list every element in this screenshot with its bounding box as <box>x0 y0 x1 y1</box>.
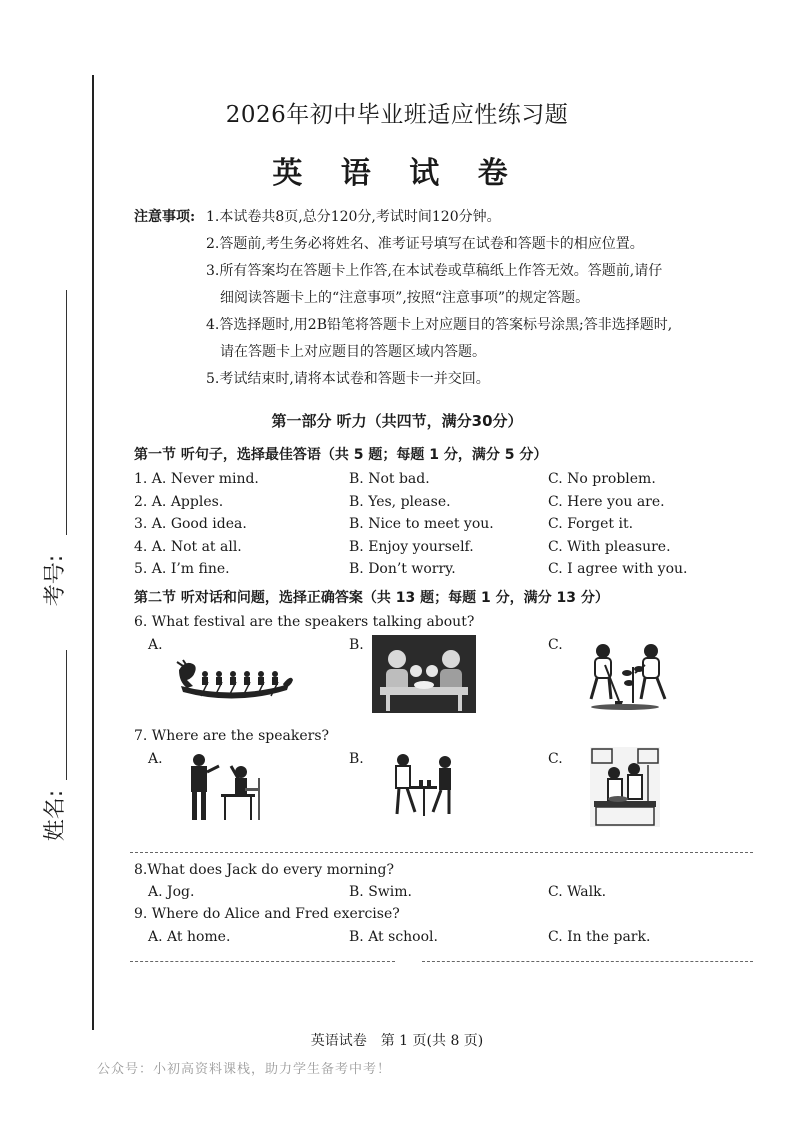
q3-option-b: B. Nice to meet you. <box>349 516 494 532</box>
page-footer: 英语试卷 第 1 页(共 8 页) <box>310 1033 484 1049</box>
q8-option-b: B. Swim. <box>349 884 412 900</box>
note-line: 3.所有答案均在答题卡上作答,在本试卷或草稿纸上作答无效。答题前,请仔 <box>206 263 663 279</box>
dashed-divider <box>130 852 753 853</box>
q6-stem: 6. What festival are the speakers talking about? <box>134 614 475 630</box>
note-line: 5.考试结束时,请将本试卷和答题卡一并交回。 <box>206 371 490 387</box>
note-line: 请在答题卡上对应题目的答题区域内答题。 <box>220 344 486 360</box>
q9-option-c: C. In the park. <box>548 929 651 945</box>
q4-option-c: C. With pleasure. <box>548 539 671 555</box>
exam-number-label: 考号: <box>43 554 69 607</box>
q7-label-c: C. <box>548 751 563 767</box>
section2-heading: 第二节 听对话和问题，选择正确答案（共 13 题；每题 1 分，满分 13 分） <box>134 590 609 606</box>
q2-option-a: 2. A. Apples. <box>134 494 224 510</box>
family-dinner-picture <box>372 635 476 713</box>
q9-option-b: B. At school. <box>349 929 438 945</box>
q9-stem: 9. Where do Alice and Fred exercise? <box>134 906 400 922</box>
exam-title: 2026年初中毕业班适应性练习题 <box>225 102 569 128</box>
classroom-picture <box>183 752 265 822</box>
notes-heading: 注意事项: <box>134 209 196 225</box>
q6-label-b: B. <box>349 637 364 653</box>
q3-option-c: C. Forget it. <box>548 516 634 532</box>
name-label: 姓名: <box>43 789 69 842</box>
q1-option-b: B. Not bad. <box>349 471 430 487</box>
q7-label-b: B. <box>349 751 364 767</box>
dashed-divider <box>130 961 395 962</box>
dragon-boat-picture <box>175 650 295 702</box>
watermark: 公众号：小初高资料课栈，助力学生备考中考！ <box>97 1062 392 1077</box>
q7-stem: 7. Where are the speakers? <box>134 728 330 744</box>
q4-option-b: B. Enjoy yourself. <box>349 539 474 555</box>
section1-heading: 第一节 听句子，选择最佳答语（共 5 题；每题 1 分，满分 5 分） <box>134 447 548 463</box>
q2-option-b: B. Yes, please. <box>349 494 451 510</box>
q6-label-a: A. <box>148 637 163 653</box>
q9-option-a: A. At home. <box>148 929 231 945</box>
dashed-divider <box>422 961 753 962</box>
q5-option-a: 5. A. I’m fine. <box>134 561 230 577</box>
part1-heading: 第一部分 听力（共四节，满分30分） <box>271 412 523 430</box>
q1-option-c: C. No problem. <box>548 471 656 487</box>
tree-planting-picture <box>575 637 675 711</box>
kitchen-picture <box>590 747 660 827</box>
q8-option-a: A. Jog. <box>148 884 195 900</box>
note-line: 4.答选择题时,用2B铅笔将答题卡上对应题目的答案标号涂黑;答非选择题时, <box>206 317 673 333</box>
q6-label-c: C. <box>548 637 563 653</box>
note-line: 1.本试卷共8页,总分120分,考试时间120分钟。 <box>206 209 501 225</box>
q1-option-a: 1. A. Never mind. <box>134 471 259 487</box>
restaurant-picture <box>389 752 461 820</box>
note-line: 2.答题前,考生务必将姓名、准考证号填写在试卷和答题卡的相应位置。 <box>206 236 644 252</box>
q2-option-c: C. Here you are. <box>548 494 665 510</box>
q5-option-c: C. I agree with you. <box>548 561 688 577</box>
q5-option-b: B. Don’t worry. <box>349 561 456 577</box>
binding-line <box>92 75 94 1030</box>
q8-stem: 8.What does Jack do every morning? <box>134 862 394 878</box>
note-line: 细阅读答题卡上的“注意事项”,按照“注意事项”的规定答题。 <box>220 290 590 306</box>
q3-option-a: 3. A. Good idea. <box>134 516 247 532</box>
q8-option-c: C. Walk. <box>548 884 607 900</box>
name-rule <box>66 650 67 780</box>
q4-option-a: 4. A. Not at all. <box>134 539 242 555</box>
subject-title: 英 语 试 卷 <box>272 156 522 191</box>
q7-label-a: A. <box>148 751 163 767</box>
